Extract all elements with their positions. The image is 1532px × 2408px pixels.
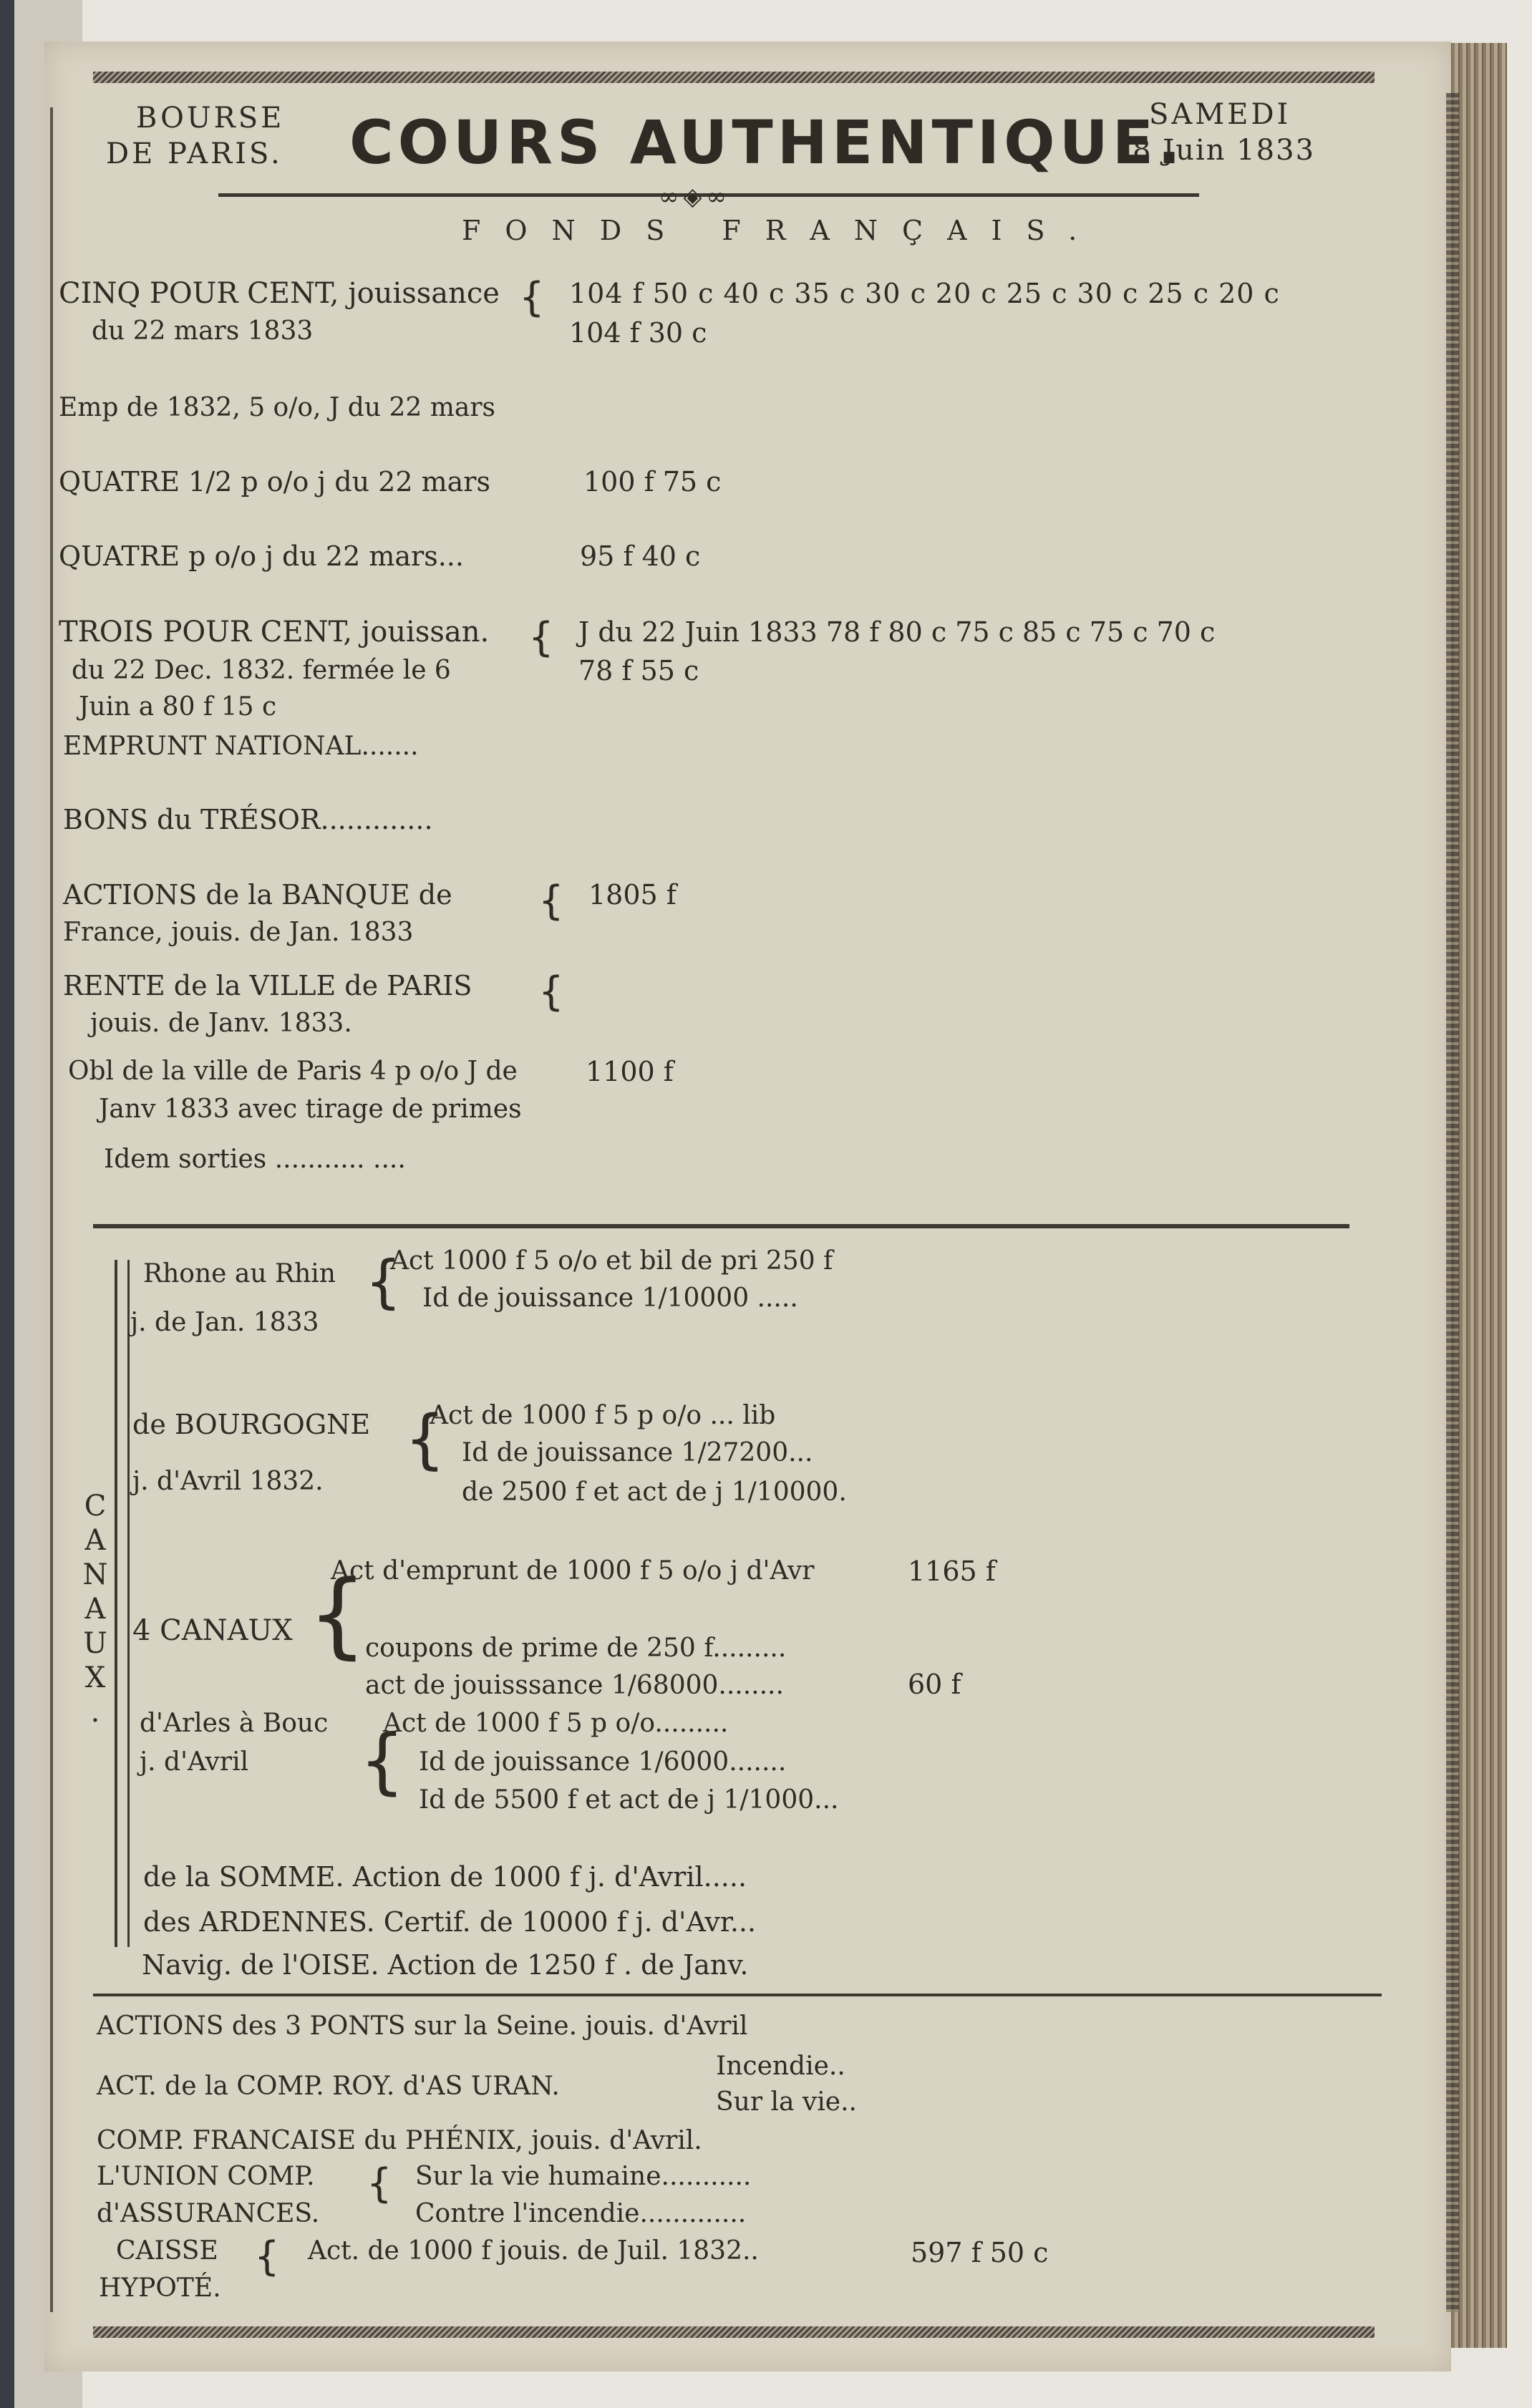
ponts-line: ACTIONS des 3 PONTS sur la Seine. jouis. d'Avril: [97, 2011, 748, 2041]
obl-ville-label: Obl de la ville de Paris 4 p o/o J de: [68, 1057, 518, 1086]
header-de-paris: DE PARIS.: [106, 137, 283, 170]
arles-item-1: Act de 1000 f 5 p o/o.........: [383, 1709, 729, 1738]
quatre-canaux-value-1: 1165 f: [908, 1555, 996, 1587]
ardennes-line: des ARDENNES. Certif. de 10000 f j. d'Avr...: [143, 1906, 757, 1938]
emprunt-1832-label: Emp de 1832, 5 o/o, J du 22 mars: [59, 393, 495, 422]
arles-item-2: Id de jouissance 1/6000.......: [419, 1747, 787, 1777]
rhone-label: Rhone au Rhin: [143, 1259, 336, 1288]
bourgogne-label-2: j. d'Avril 1832.: [132, 1467, 324, 1496]
trois-value-2: 78 f 55 c: [578, 655, 699, 686]
caisse-value: 597 f 50 c: [911, 2237, 1049, 2268]
arles-item-3: Id de 5500 f et act de j 1/1000...: [419, 1785, 839, 1815]
trois-label-3: Juin a 80 f 15 c: [79, 692, 277, 722]
bourgogne-item-2: Id de jouissance 1/27200...: [462, 1438, 813, 1467]
assurances-royale-line: ACT. de la COMP. ROY. d'AS URAN.: [97, 2072, 560, 2101]
caisse-item: Act. de 1000 f jouis. de Juil. 1832..: [308, 2236, 759, 2266]
quatre-canaux-item-1: Act d'emprunt de 1000 f 5 o/o j d'Avr: [331, 1556, 815, 1586]
brace: {: [538, 968, 564, 1015]
cinq-value-2: 104 f 30 c: [569, 317, 707, 349]
brace: {: [528, 614, 554, 661]
brace: {: [538, 878, 564, 924]
page-title: COURS AUTHENTIQUE.: [349, 107, 1186, 178]
bons-tresor-label: BONS du TRÉSOR.............: [63, 804, 433, 835]
rente-ville-label-2: jouis. de Janv. 1833.: [90, 1009, 352, 1038]
brace: {: [404, 1402, 446, 1477]
incendie-label: Incendie..: [716, 2052, 845, 2081]
quatre-canaux-item-3: act de jouisssance 1/68000........: [365, 1671, 784, 1700]
arles-label: d'Arles à Bouc: [140, 1709, 329, 1738]
obl-ville-value: 1100 f: [586, 1056, 674, 1087]
section-heading: FONDS FRANÇAIS.: [462, 215, 1102, 246]
cinq-label-2: du 22 mars 1833: [92, 316, 314, 346]
quatre-canaux-item-2: coupons de prime de 250 f.........: [365, 1633, 787, 1663]
rhone-item-2: Id de jouissance 1/10000 .....: [422, 1283, 798, 1313]
emprunt-national-label: EMPRUNT NATIONAL.......: [63, 732, 419, 761]
header-date: 8 Juin 1833: [1133, 134, 1316, 167]
trois-value: J du 22 Juin 1833 78 f 80 c 75 c 85 c 75 c 70 c: [578, 616, 1216, 648]
idem-sorties-label: Idem sorties ........... ....: [104, 1145, 406, 1174]
canaux-rule-outer: [115, 1260, 117, 1947]
quatre-canaux-value-3: 60 f: [908, 1669, 961, 1700]
quatre-canaux-label: 4 CANAUX: [132, 1614, 293, 1647]
rente-ville-label: RENTE de la VILLE de PARIS: [63, 970, 472, 1001]
canaux-rule-inner: [127, 1260, 130, 1947]
rhone-item-1: Act 1000 f 5 o/o et bil de pri 250 f: [390, 1246, 833, 1276]
cinq-label: CINQ POUR CENT, jouissance: [59, 277, 500, 310]
brace: {: [308, 1560, 367, 1669]
obl-ville-label-2: Janv 1833 avec tirage de primes: [99, 1094, 522, 1124]
title-ornament: ∞◈∞: [659, 183, 731, 211]
quatre-demi-label: QUATRE 1/2 p o/o j du 22 mars: [59, 466, 490, 497]
bourgogne-item-1: Act de 1000 f 5 p o/o ... lib: [430, 1401, 776, 1430]
canaux-side-label: C A N A U X .: [82, 1490, 108, 1729]
banque-label: ACTIONS de la BANQUE de: [63, 879, 452, 911]
arles-label-2: j. d'Avril: [140, 1747, 249, 1777]
quatre-label: QUATRE p o/o j du 22 mars...: [59, 540, 464, 572]
bourgogne-item-3: de 2500 f et act de j 1/10000.: [462, 1477, 847, 1507]
oise-line: Navig. de l'OISE. Action de 1250 f . de Janv.: [142, 1949, 749, 1981]
header-bourse: BOURSE: [136, 102, 285, 135]
header-day: SAMEDI: [1149, 98, 1291, 131]
caisse-label-1: CAISSE: [116, 2236, 218, 2266]
phenix-line: COMP. FRANCAISE du PHÉNIX, jouis. d'Avril.: [97, 2126, 702, 2155]
quatre-demi-value: 100 f 75 c: [583, 466, 722, 497]
cinq-value: 104 f 50 c 40 c 35 c 30 c 20 c 25 c 30 c 25 c 20 c: [569, 278, 1280, 309]
union-label-2: d'ASSURANCES.: [97, 2199, 320, 2228]
brace: {: [359, 1719, 405, 1802]
page-right-border: [1446, 93, 1459, 2312]
bottom-border: [93, 2326, 1375, 2338]
brace: {: [365, 1248, 402, 1315]
banque-value: 1805 f: [588, 879, 677, 911]
union-label-1: L'UNION COMP.: [97, 2162, 315, 2191]
trois-label-2: du 22 Dec. 1832. fermée le 6: [72, 656, 451, 685]
quatre-value: 95 f 40 c: [580, 540, 701, 572]
brace: {: [367, 2160, 392, 2207]
left-margin-rule: [50, 107, 53, 2312]
vie-label: Sur la vie..: [716, 2087, 857, 2117]
union-item-2: Contre l'incendie.............: [415, 2199, 747, 2228]
top-border: [93, 72, 1375, 83]
bourgogne-label: de BOURGOGNE: [132, 1409, 371, 1440]
banque-label-2: France, jouis. de Jan. 1833: [63, 918, 414, 947]
brace: {: [254, 2233, 280, 2280]
brace: {: [519, 274, 545, 321]
rhone-label-2: j. de Jan. 1833: [130, 1308, 319, 1337]
section-divider: [93, 1224, 1349, 1228]
somme-line: de la SOMME. Action de 1000 f j. d'Avril.....: [143, 1861, 747, 1893]
trois-label: TROIS POUR CENT, jouissan.: [59, 616, 490, 649]
section-divider: [93, 1994, 1382, 1996]
union-item-1: Sur la vie humaine...........: [415, 2162, 752, 2191]
caisse-label-2: HYPOTÉ.: [99, 2273, 221, 2303]
